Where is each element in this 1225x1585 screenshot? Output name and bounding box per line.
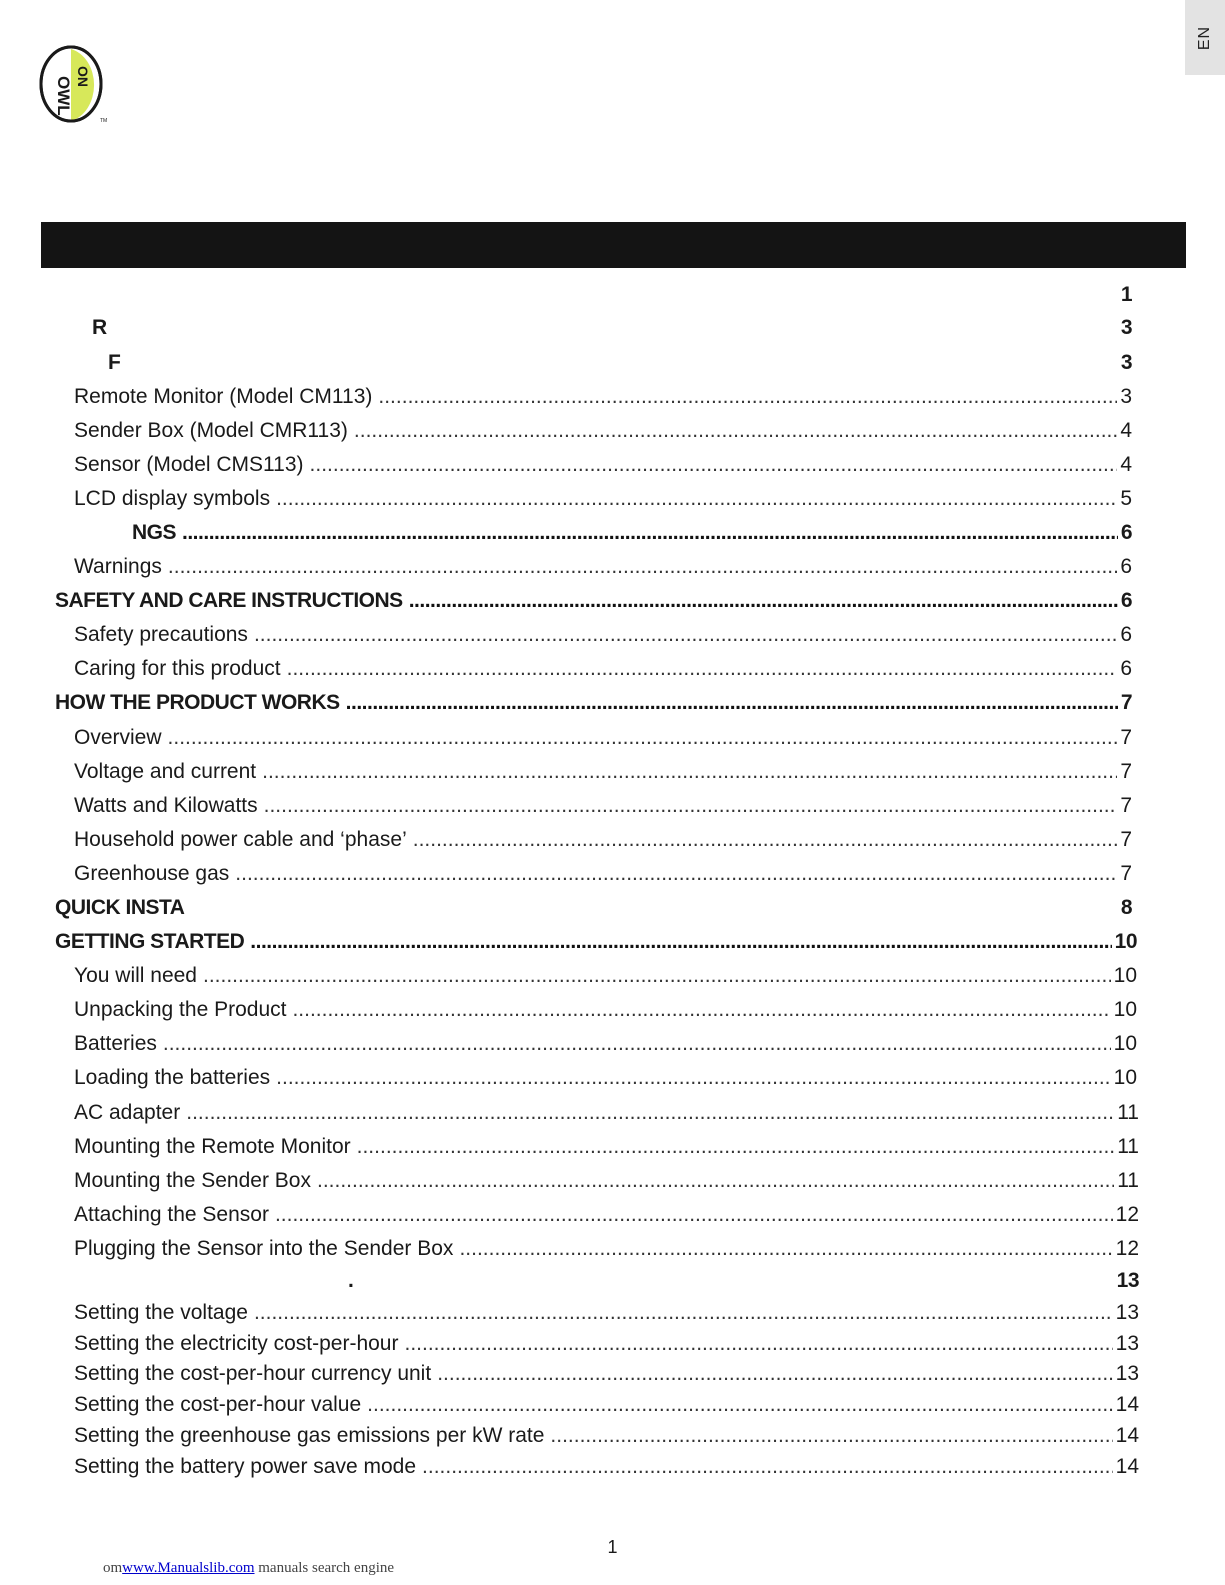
toc-item-row[interactable]: [74, 1235, 1139, 1263]
toc-leader-dots: [168, 553, 1117, 581]
toc-entry-label: Sender Box (Model CMR113): [74, 419, 348, 442]
toc-entry-page: 3: [1120, 316, 1132, 339]
toc-entry-label: Watts and Kilowatts: [74, 794, 258, 817]
toc-entry-page: 11: [1117, 1135, 1139, 1158]
toc-item-row[interactable]: [74, 553, 1132, 581]
toc-section-row[interactable]: [55, 689, 1132, 717]
toc-item-row[interactable]: [74, 1133, 1139, 1161]
toc-item-row[interactable]: [74, 383, 1132, 411]
toc-entry-page: 13: [1116, 1269, 1139, 1292]
toc-item-row[interactable]: [74, 792, 1132, 820]
toc-leader-dots: [413, 826, 1118, 854]
toc-item-row[interactable]: [74, 860, 1132, 888]
toc-leader-dots: [317, 1167, 1114, 1195]
toc-item-row[interactable]: [74, 1201, 1139, 1229]
toc-item-row[interactable]: [74, 1064, 1137, 1092]
svg-text:TM: TM: [100, 118, 108, 124]
toc-entry-page: 11: [1117, 1101, 1139, 1124]
toc-entry-page: 12: [1115, 1237, 1139, 1260]
toc-entry-page: 4: [1120, 453, 1132, 476]
toc-leader-dots: [550, 1422, 1112, 1450]
toc-entry-label: Attaching the Sensor: [74, 1203, 269, 1226]
toc-entry-page: 12: [1115, 1203, 1139, 1226]
toc-entry-page: 13: [1115, 1332, 1139, 1355]
toc-entry-page: 5: [1120, 487, 1132, 510]
toc-leader-dots: [182, 519, 1118, 547]
footer-source: [103, 1560, 394, 1577]
toc-leader-dots: [310, 451, 1118, 479]
toc-entry-page: 13: [1115, 1301, 1139, 1324]
toc-entry-page: 14: [1115, 1424, 1139, 1447]
toc-item-row[interactable]: [74, 417, 1132, 445]
toc-entry-label: Warnings: [74, 555, 162, 578]
toc-entry-page: 6: [1120, 521, 1132, 544]
toc-item-row[interactable]: [74, 1422, 1139, 1450]
toc-leader-dots: [254, 621, 1117, 649]
toc-leader-dots: [459, 1235, 1112, 1263]
toc-entry-page: 7: [1120, 794, 1132, 817]
toc-entry-page: 6: [1120, 589, 1132, 612]
toc-section-row[interactable]: [108, 349, 1132, 377]
toc-entry-page: 10: [1113, 964, 1137, 987]
toc-item-row[interactable]: [74, 655, 1132, 683]
toc-entry-label: You will need: [74, 964, 197, 987]
svg-text:OWL: OWL: [54, 76, 73, 116]
toc-leader-dots: [275, 1201, 1113, 1229]
toc-entry-page: 6: [1120, 555, 1132, 578]
toc-entry-label: HOW THE PRODUCT WORKS: [55, 691, 340, 714]
footer-suffix: manuals search engine: [258, 1560, 395, 1576]
toc-section-row[interactable]: [55, 587, 1132, 615]
toc-entry-page: 14: [1115, 1455, 1139, 1478]
toc-section-row[interactable]: [55, 281, 1132, 309]
toc-entry-label: .: [348, 1269, 354, 1292]
toc-entry-page: 4: [1120, 419, 1132, 442]
toc-entry-page: 7: [1120, 691, 1132, 714]
toc-entry-page: 7: [1120, 726, 1132, 749]
toc-item-row[interactable]: [74, 962, 1137, 990]
toc-entry-page: 10: [1113, 1032, 1137, 1055]
toc-item-row[interactable]: [74, 1299, 1139, 1327]
toc-leader-dots: [163, 1030, 1111, 1058]
toc-leader-dots: [168, 724, 1118, 752]
toc-entry-label: AC adapter: [74, 1101, 181, 1124]
toc-entry-label: Caring for this product: [74, 657, 281, 680]
toc-leader-dots: [367, 1391, 1112, 1419]
toc-item-row[interactable]: [74, 1167, 1139, 1195]
toc-entry-label: Plugging the Sensor into the Sender Box: [74, 1237, 454, 1260]
toc-leader-dots: [292, 996, 1110, 1024]
toc-item-row[interactable]: [74, 826, 1132, 854]
toc-item-row[interactable]: [74, 724, 1132, 752]
language-tab-label: EN: [1195, 25, 1213, 50]
toc-item-row[interactable]: [74, 451, 1132, 479]
toc-entry-label: Remote Monitor (Model CM113): [74, 385, 373, 408]
toc-entry-label: Unpacking the Product: [74, 998, 287, 1021]
toc-entry-label: Setting the greenhouse gas emissions per kW rate: [74, 1424, 545, 1447]
toc-entry-label: Overview: [74, 726, 162, 749]
toc-item-row[interactable]: [74, 1453, 1139, 1481]
toc-entry-page: 11: [1117, 1169, 1139, 1192]
toc-entry-label: GETTING STARTED: [55, 930, 245, 953]
page-number: 1: [607, 1537, 618, 1557]
toc-entry-label: Mounting the Remote Monitor: [74, 1135, 351, 1158]
toc-entry-label: Greenhouse gas: [74, 862, 230, 885]
toc-section-row[interactable]: [55, 894, 1132, 922]
toc-leader-dots: [378, 383, 1117, 411]
toc-item-row[interactable]: [74, 1099, 1139, 1127]
toc-item-row[interactable]: [74, 1330, 1139, 1358]
toc-entry-label: Setting the battery power save mode: [74, 1455, 417, 1478]
toc-leader-dots: [235, 860, 1117, 888]
toc-entry-label: Loading the batteries: [74, 1066, 271, 1089]
toc-entry-label: Mounting the Sender Box: [74, 1169, 311, 1192]
toc-entry-label: NGS: [132, 521, 177, 544]
toc-entry-page: 3: [1120, 385, 1132, 408]
toc-entry-page: 1: [1120, 283, 1132, 306]
toc-entry-page: 13: [1115, 1362, 1139, 1385]
toc-entry-page: 10: [1113, 998, 1137, 1021]
toc-entry-page: 7: [1120, 862, 1132, 885]
toc-item-row[interactable]: [74, 996, 1137, 1024]
toc-entry-label: Batteries: [74, 1032, 157, 1055]
toc-leader-dots: [276, 1064, 1110, 1092]
toc-leader-dots: [409, 587, 1118, 615]
toc-leader-dots: [276, 485, 1117, 513]
svg-text:ON: ON: [75, 66, 91, 87]
toc-entry-page: 3: [1120, 351, 1132, 374]
toc-entry-page: 8: [1120, 896, 1132, 919]
toc-entry-label: Setting the cost-per-hour value: [74, 1393, 362, 1416]
toc-entry-label: Setting the electricity cost-per-hour: [74, 1332, 399, 1355]
toc-entry-label: QUICK INSTA: [55, 896, 185, 919]
toc-leader-dots: [254, 1299, 1113, 1327]
toc-entry-label: SAFETY AND CARE INSTRUCTIONS: [55, 589, 403, 612]
toc-entry-label: Household power cable and ‘phase’: [74, 828, 407, 851]
toc-entry-label: Safety precautions: [74, 623, 248, 646]
toc-item-row[interactable]: [74, 621, 1132, 649]
toc-leader-dots: [404, 1330, 1112, 1358]
toc-leader-dots: [354, 417, 1117, 445]
toc-entry-label: LCD display symbols: [74, 487, 271, 510]
toc-section-row[interactable]: [348, 1267, 1139, 1295]
toc-leader-dots: [250, 928, 1111, 956]
toc-item-row[interactable]: [74, 1391, 1139, 1419]
toc-leader-dots: [437, 1360, 1112, 1388]
toc-entry-label: Setting the cost-per-hour currency unit: [74, 1362, 432, 1385]
toc-leader-dots: [186, 1099, 1114, 1127]
toc-item-row[interactable]: [74, 1360, 1139, 1388]
toc-section-row[interactable]: [92, 314, 1132, 342]
toc-item-row[interactable]: [74, 758, 1132, 786]
toc-entry-page: 14: [1115, 1393, 1139, 1416]
toc-leader-dots: [203, 962, 1111, 990]
toc-entry-page: 10: [1113, 1066, 1137, 1089]
toc-section-row[interactable]: [55, 928, 1137, 956]
toc-entry-page: 6: [1120, 623, 1132, 646]
manualslib-link[interactable]: www.Manualslib.com: [122, 1560, 255, 1576]
toc-section-row[interactable]: [132, 519, 1132, 547]
toc-entry-label: F: [108, 351, 121, 374]
toc-leader-dots: [262, 758, 1117, 786]
toc-item-row[interactable]: [74, 485, 1132, 513]
toc-entry-page: 10: [1114, 930, 1137, 953]
toc-item-row[interactable]: [74, 1030, 1137, 1058]
toc-leader-dots: [357, 1133, 1115, 1161]
footer-prefix: om: [103, 1560, 123, 1576]
toc-entry-label: Sensor (Model CMS113): [74, 453, 304, 476]
toc-entry-page: 7: [1120, 828, 1132, 851]
toc-entry-page: 6: [1120, 657, 1132, 680]
toc-entry-label: Voltage and current: [74, 760, 257, 783]
toc-leader-dots: [346, 689, 1118, 717]
toc-leader-dots: [422, 1453, 1113, 1481]
toc-entry-label: R: [92, 316, 107, 339]
toc-entry-label: Setting the voltage: [74, 1301, 248, 1324]
toc-leader-dots: [287, 655, 1118, 683]
toc-leader-dots: [264, 792, 1118, 820]
toc-entry-page: 7: [1120, 760, 1132, 783]
